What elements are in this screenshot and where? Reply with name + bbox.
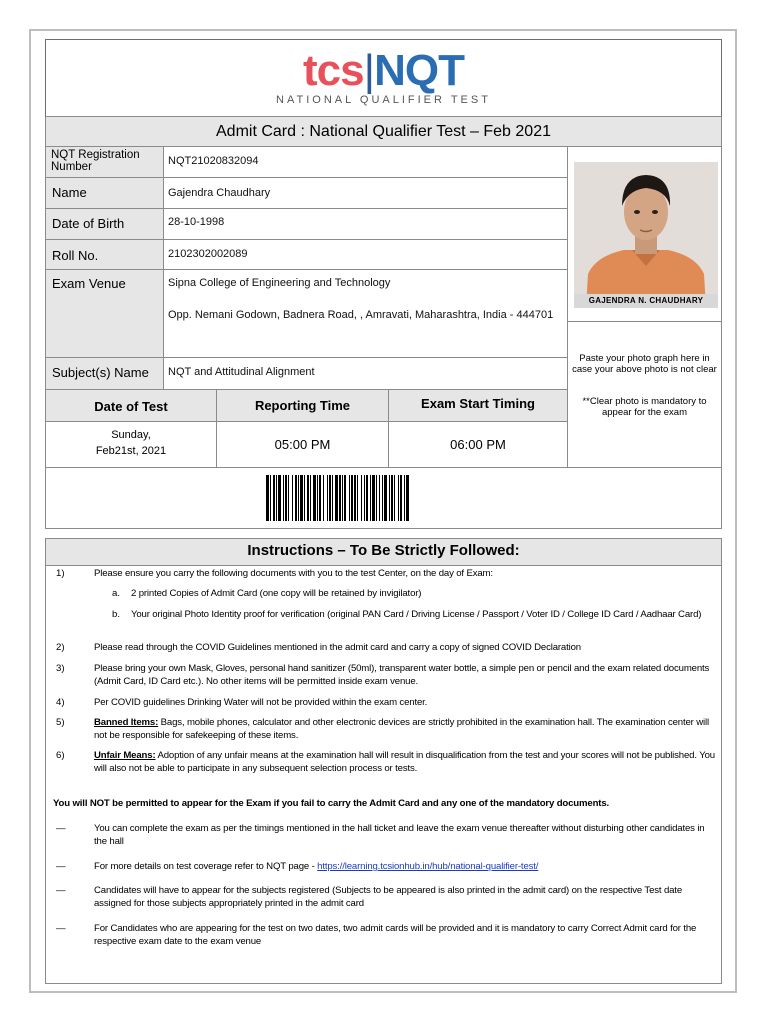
venue-label-text: Exam Venue — [52, 276, 126, 291]
exam-start-header-text: Exam Start Timing — [421, 396, 535, 411]
subject-label-text: Subject(s) Name — [52, 365, 149, 380]
exam-start-value — [388, 421, 568, 468]
reporting-time-value — [216, 421, 389, 468]
registration-value — [163, 146, 568, 178]
instruction-number: 6) — [56, 750, 65, 761]
venue-label — [45, 269, 164, 358]
photo-mandatory-note: **Clear photo is mandatory to appear for the exam — [582, 396, 707, 418]
instruction-item: Please bring your own Mask, Gloves, personal hand sanitizer (50ml), transparent water bottle, a simple pen or pencil and the exam related documents (Admit Card, ID Card etc.). No other items will be permitted inside exam venue. — [94, 663, 710, 687]
bullet-dash: — — [56, 861, 66, 872]
instruction-number: 5) — [56, 717, 65, 728]
instruction-item: Please ensure you carry the following documents with you to the test Center, on the day of Exam: — [94, 568, 493, 579]
instruction-number: 3) — [56, 663, 65, 674]
date-of-test-header — [45, 389, 217, 422]
tcs-nqt-logo — [46, 48, 721, 106]
dob-label-text: Date of Birth — [52, 216, 125, 231]
bullet-dash: — — [56, 823, 66, 834]
test-day: Sunday, — [111, 429, 151, 441]
dob-value — [163, 208, 568, 240]
registration-label — [45, 146, 164, 178]
date-of-test-header-text: Date of Test — [94, 399, 168, 414]
logo-tcs-text: tcs — [303, 46, 364, 95]
nqt-page-link[interactable]: https://learning.tcsionhub.in/hub/national-qualifier-test/ — [317, 861, 539, 872]
candidate-name: Gajendra Chaudhary — [168, 187, 271, 199]
roll-label — [45, 239, 164, 270]
venue-value — [163, 269, 568, 358]
roll-number: 2102302002089 — [168, 248, 248, 260]
bullet-item: You can complete the exam as per the timings mentioned in the hall ticket and leave the exam venue thereafter without disturbing other candidates in the hall — [94, 823, 705, 847]
instruction-number: 1) — [56, 568, 65, 579]
name-value — [163, 177, 568, 209]
instruction-sub-number: a. — [112, 588, 121, 599]
bullet-link-prefix: For more details on test coverage refer to NQT page - — [94, 861, 318, 872]
instruction-item: Per COVID guidelines Drinking Water will not be provided within the exam center. — [94, 697, 428, 708]
name-label-text: Name — [52, 185, 87, 200]
instructions-title: Instructions – To Be Strictly Followed: — [46, 539, 721, 566]
dob-label — [45, 208, 164, 240]
subject-label — [45, 357, 164, 390]
reporting-time-header — [216, 389, 389, 422]
bullet-dash: — — [56, 885, 66, 896]
photo-note-cell — [567, 321, 722, 468]
photo-paste-note: Paste your photo graph here in case your above photo is not clear — [572, 353, 717, 375]
candidate-portrait-image — [574, 162, 718, 308]
logo-nqt-text: NQT — [374, 46, 464, 95]
logo-subtitle: NATIONAL QUALIFIER TEST — [276, 94, 491, 106]
reporting-time-header-text: Reporting Time — [254, 398, 351, 413]
roll-value — [163, 239, 568, 270]
logo-separator: | — [363, 46, 375, 95]
date-of-test-value — [45, 421, 217, 468]
bullet-item: For Candidates who are appearing for the test on two dates, two admit cards will be provided and it is mandatory to carry Correct Admit card for the respective exam date to the exam venue — [94, 923, 697, 947]
unfair-means-text: Adoption of any unfair means at the examination hall will result in disqualification from the test and your scores will not be published. You will also not be able to participate in any subsequent selection process or tests. — [94, 750, 715, 774]
bullet-dash: — — [56, 923, 66, 934]
registration-label-text: NQT Registration Number — [51, 149, 140, 173]
banned-items-text: Bags, mobile phones, calculator and other electronic devices are strictly prohibited in the examination hall. The examination center will not be responsible for safekeeping of these items. — [94, 717, 709, 741]
candidate-photo — [574, 162, 718, 308]
venue-name: Sipna College of Engineering and Technology — [168, 277, 391, 289]
test-date: Feb21st, 2021 — [95, 445, 167, 457]
exam-start-header — [388, 389, 568, 422]
subject-value — [163, 357, 568, 390]
instruction-item-banned — [94, 717, 718, 742]
barcode — [266, 475, 502, 521]
roll-label-text: Roll No. — [52, 248, 99, 263]
date-of-birth: 28-10-1998 — [168, 216, 225, 228]
instruction-number: 2) — [56, 642, 65, 653]
instruction-sub-number: b. — [112, 609, 121, 620]
photo-caption: GAJENDRA N. CHAUDHARY — [574, 294, 718, 308]
unfair-means-label: Unfair Means: — [94, 750, 156, 761]
mandatory-warning: You will NOT be permitted to appear for the Exam if you fail to carry the Admit Card and any one of the mandatory documents. — [53, 798, 610, 809]
banned-items-label: Banned Items: — [94, 717, 159, 728]
venue-address: Opp. Nemani Godown, Badnera Road, , Amravati, Maharashtra, India - 444701 — [168, 309, 554, 321]
instruction-number: 4) — [56, 697, 65, 708]
name-label — [45, 177, 164, 209]
admit-card-title-bar — [45, 116, 722, 147]
bullet-item-link — [94, 861, 718, 874]
instruction-sub-item: 2 printed Copies of Admit Card (one copy will be retained by invigilator) — [131, 588, 422, 599]
instruction-item-unfair — [94, 750, 718, 775]
registration-number: NQT21020832094 — [168, 155, 259, 167]
exam-start-time: 06:00 PM — [450, 437, 506, 452]
reporting-time: 05:00 PM — [274, 437, 331, 452]
admit-card-title: Admit Card : National Qualifier Test – Feb 2021 — [216, 123, 551, 140]
subject-name: NQT and Attitudinal Alignment — [168, 366, 315, 378]
instruction-sub-item: Your original Photo Identity proof for verification (original PAN Card / Driving License / Passport / Voter ID / College ID Card / Aadhaar Card) — [131, 609, 702, 620]
bullet-item: Candidates will have to appear for the subjects registered (Subjects to be appeared is also printed in the admit card) on the respective Test date assigned for those subjects appropriately printed in the admit card — [94, 885, 683, 909]
instruction-item: Please read through the COVID Guidelines mentioned in the admit card and carry a copy of signed COVID Declaration — [94, 642, 581, 653]
